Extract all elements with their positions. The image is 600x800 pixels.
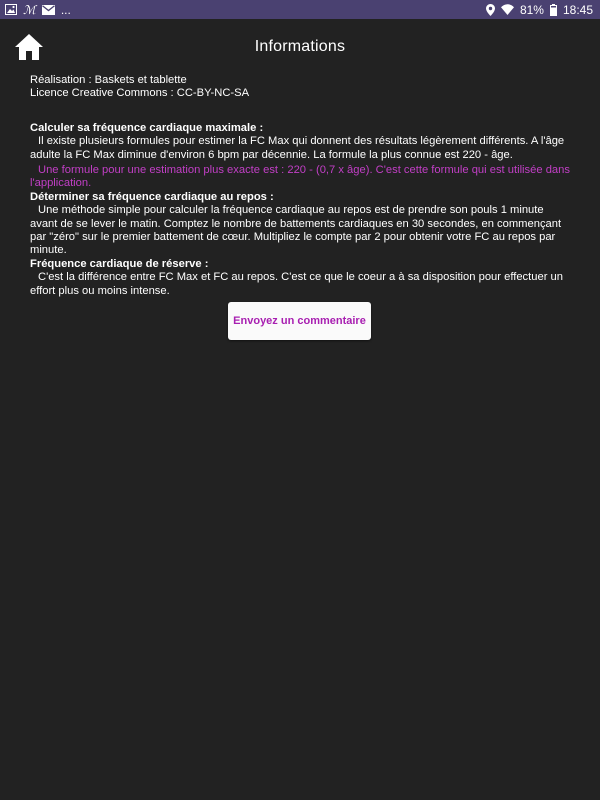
status-left xyxy=(5,3,71,17)
credit-licence: Licence Creative Commons : CC-BY-NC-SA xyxy=(30,87,250,100)
clock: 18:45 xyxy=(562,2,593,17)
mail-icon xyxy=(42,5,55,15)
battery-percent: 81% xyxy=(519,2,544,17)
app-header xyxy=(0,19,600,75)
section-title-fc-repos: Déterminer sa fréquence cardiaque au repos : xyxy=(30,190,274,203)
overflow-indicator: ... xyxy=(60,2,71,17)
section-highlight-fc-max: Une formule pour une estimation plus exacte est : 220 - (0,7 x âge). C'est cette formule qui est utilisée dans l'application. xyxy=(30,164,570,190)
page-title: Informations xyxy=(254,38,346,55)
credit-realisation: Réalisation : Baskets et tablette xyxy=(30,74,187,86)
battery-icon xyxy=(550,4,557,16)
status-bar xyxy=(0,0,600,19)
info-content xyxy=(30,74,570,298)
location-icon xyxy=(486,4,495,16)
app-glyph-icon: ℳ xyxy=(23,2,36,17)
section-text-fc-reserve: C'est la différence entre FC Max et FC au repos. C'est ce que le coeur a à sa disposition pour effectuer un effort plus ou moins intense. xyxy=(30,271,563,297)
wifi-icon xyxy=(501,4,514,15)
section-title-fc-max: Calculer sa fréquence cardiaque maximale : xyxy=(30,121,264,134)
section-text-fc-max: Il existe plusieurs formules pour estimer la FC Max qui donnent des résultats légèrement différents. A l'âge adulte la FC Max diminue d'environ 6 bpm par décennie. La formule la plus connue est 220 - âge. xyxy=(30,135,565,161)
section-title-fc-reserve: Fréquence cardiaque de réserve : xyxy=(30,257,209,270)
image-icon xyxy=(5,4,17,15)
status-right xyxy=(486,3,593,17)
send-feedback-button[interactable]: Envoyez un commentaire xyxy=(228,302,371,340)
section-text-fc-repos: Une méthode simple pour calculer la fréquence cardiaque au repos est de prendre son pouls 1 minute avant de se lever le matin. Comptez le nombre de battements cardiaques en 30 secondes, en commençant par "zéro" sur le premier battement de cœur. Multipliez le compte par 2 pour obtenir votre FC au repos par minute. xyxy=(30,204,562,257)
